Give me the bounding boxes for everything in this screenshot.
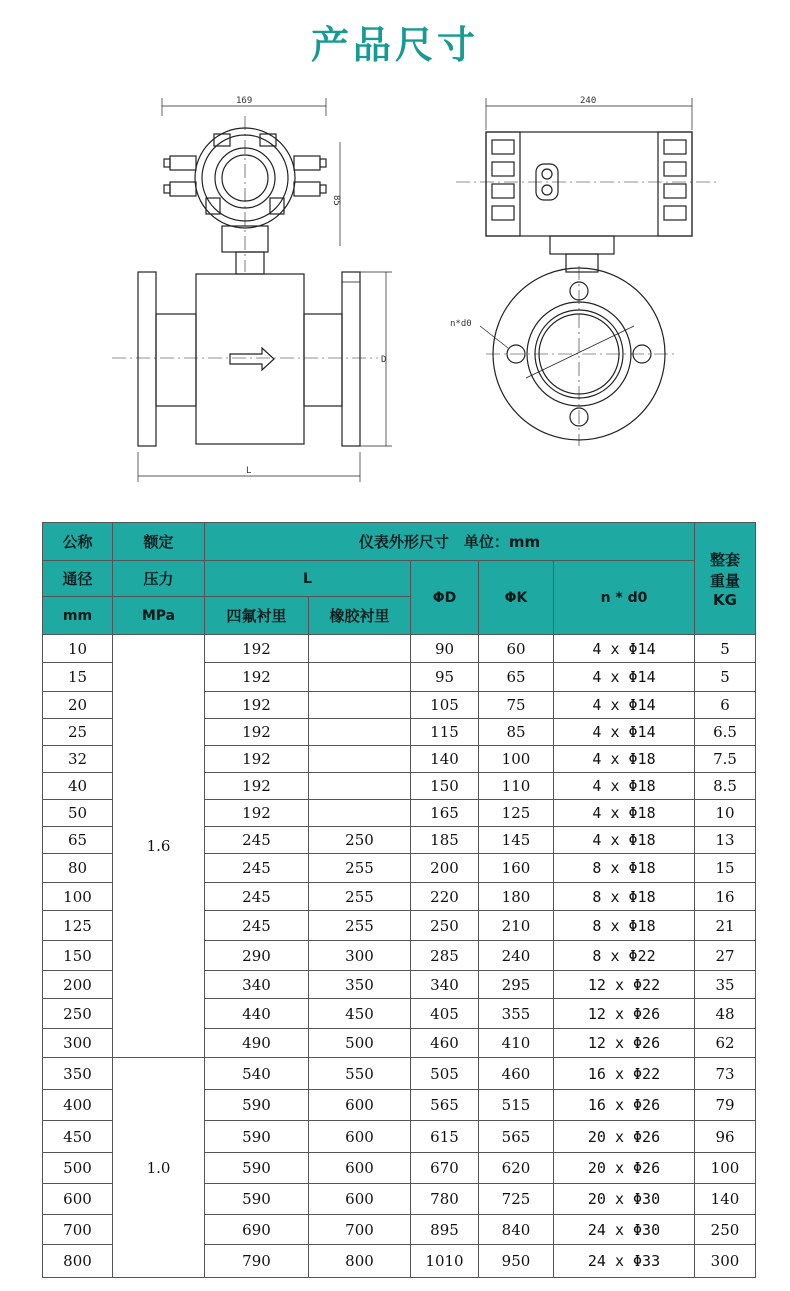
cell-nd0: 12 x Φ26 xyxy=(554,999,695,1029)
cell-weight: 16 xyxy=(695,883,756,911)
dim-l-label: L xyxy=(246,466,252,476)
cell-d: 285 xyxy=(411,941,479,971)
cell-l-rubber xyxy=(309,719,411,746)
spec-table-body xyxy=(43,635,756,1278)
cell-nd0: 20 x Φ26 xyxy=(554,1121,695,1153)
cell-k: 145 xyxy=(479,827,554,854)
cell-weight: 8.5 xyxy=(695,773,756,800)
cell-dn: 40 xyxy=(43,773,113,800)
cell-nd0: 24 x Φ30 xyxy=(554,1215,695,1245)
cell-nd0: 24 x Φ33 xyxy=(554,1245,695,1278)
header-nominal-1: 公称 xyxy=(43,523,113,561)
cell-k: 620 xyxy=(479,1153,554,1184)
cell-d: 220 xyxy=(411,883,479,911)
cell-weight: 5 xyxy=(695,663,756,692)
cell-weight: 27 xyxy=(695,941,756,971)
cell-l-ptfe: 590 xyxy=(205,1121,309,1153)
header-k: ΦK xyxy=(479,561,554,635)
cell-l-rubber xyxy=(309,663,411,692)
cell-k: 565 xyxy=(479,1121,554,1153)
cell-l-ptfe: 192 xyxy=(205,773,309,800)
cell-l-rubber: 700 xyxy=(309,1215,411,1245)
cell-d: 200 xyxy=(411,854,479,883)
cell-nd0: 4 x Φ18 xyxy=(554,827,695,854)
cell-d: 185 xyxy=(411,827,479,854)
cell-dn: 200 xyxy=(43,971,113,999)
technical-drawing xyxy=(0,86,790,496)
cell-dn: 10 xyxy=(43,635,113,663)
cell-d: 780 xyxy=(411,1184,479,1215)
cell-nd0: 20 x Φ30 xyxy=(554,1184,695,1215)
cell-k: 210 xyxy=(479,911,554,941)
cell-l-ptfe: 192 xyxy=(205,663,309,692)
cell-pressure: 1.6 xyxy=(113,635,205,1058)
cell-l-rubber xyxy=(309,635,411,663)
cell-nd0: 4 x Φ18 xyxy=(554,746,695,773)
cell-l-ptfe: 192 xyxy=(205,635,309,663)
cell-weight: 79 xyxy=(695,1090,756,1121)
cell-weight: 300 xyxy=(695,1245,756,1278)
cell-weight: 15 xyxy=(695,854,756,883)
cell-dn: 20 xyxy=(43,692,113,719)
cell-pressure: 1.0 xyxy=(113,1058,205,1278)
cell-weight: 35 xyxy=(695,971,756,999)
cell-weight: 140 xyxy=(695,1184,756,1215)
cell-l-ptfe: 590 xyxy=(205,1184,309,1215)
cell-dn: 500 xyxy=(43,1153,113,1184)
cell-l-rubber: 600 xyxy=(309,1184,411,1215)
header-d: ΦD xyxy=(411,561,479,635)
cell-nd0: 4 x Φ14 xyxy=(554,719,695,746)
cell-d: 505 xyxy=(411,1058,479,1090)
cell-l-ptfe: 590 xyxy=(205,1090,309,1121)
cell-l-rubber: 255 xyxy=(309,883,411,911)
cell-d: 670 xyxy=(411,1153,479,1184)
table-row xyxy=(43,1058,756,1090)
cell-dn: 800 xyxy=(43,1245,113,1278)
cell-k: 180 xyxy=(479,883,554,911)
cell-weight: 100 xyxy=(695,1153,756,1184)
cell-l-rubber xyxy=(309,692,411,719)
table-row xyxy=(43,635,756,663)
cell-l-rubber: 350 xyxy=(309,971,411,999)
cell-dn: 25 xyxy=(43,719,113,746)
cell-l-ptfe: 192 xyxy=(205,692,309,719)
cell-l-ptfe: 290 xyxy=(205,941,309,971)
header-l: L xyxy=(205,561,411,597)
cell-nd0: 16 x Φ26 xyxy=(554,1090,695,1121)
cell-dn: 50 xyxy=(43,800,113,827)
cell-nd0: 4 x Φ14 xyxy=(554,663,695,692)
cell-d: 115 xyxy=(411,719,479,746)
cell-l-rubber: 600 xyxy=(309,1090,411,1121)
header-dimensions: 仪表外形尺寸 单位：mm xyxy=(205,523,695,561)
cell-weight: 10 xyxy=(695,800,756,827)
cell-dn: 600 xyxy=(43,1184,113,1215)
cell-d: 460 xyxy=(411,1029,479,1058)
cell-l-ptfe: 192 xyxy=(205,746,309,773)
header-weight-3: KG xyxy=(713,590,737,609)
cell-k: 60 xyxy=(479,635,554,663)
header-lining-rubber: 橡胶衬里 xyxy=(309,597,411,635)
cell-nd0: 8 x Φ18 xyxy=(554,883,695,911)
cell-dn: 150 xyxy=(43,941,113,971)
cell-nd0: 8 x Φ18 xyxy=(554,854,695,883)
cell-nd0: 4 x Φ14 xyxy=(554,635,695,663)
cell-l-ptfe: 440 xyxy=(205,999,309,1029)
cell-weight: 48 xyxy=(695,999,756,1029)
cell-l-rubber: 600 xyxy=(309,1153,411,1184)
cell-l-rubber: 250 xyxy=(309,827,411,854)
header-weight-1: 整套 xyxy=(709,550,740,569)
cell-k: 355 xyxy=(479,999,554,1029)
cell-d: 95 xyxy=(411,663,479,692)
cell-k: 160 xyxy=(479,854,554,883)
cell-k: 410 xyxy=(479,1029,554,1058)
cell-k: 125 xyxy=(479,800,554,827)
cell-k: 515 xyxy=(479,1090,554,1121)
cell-weight: 62 xyxy=(695,1029,756,1058)
cell-l-rubber xyxy=(309,773,411,800)
cell-d: 105 xyxy=(411,692,479,719)
cell-k: 65 xyxy=(479,663,554,692)
cell-dn: 300 xyxy=(43,1029,113,1058)
dim-side-width: 240 xyxy=(580,96,597,106)
cell-k: 100 xyxy=(479,746,554,773)
cell-dn: 250 xyxy=(43,999,113,1029)
cell-l-ptfe: 245 xyxy=(205,883,309,911)
dim-front-width: 169 xyxy=(236,96,253,106)
page-title: 产品尺寸 xyxy=(310,23,479,67)
cell-k: 110 xyxy=(479,773,554,800)
cell-weight: 21 xyxy=(695,911,756,941)
cell-weight: 13 xyxy=(695,827,756,854)
cell-d: 615 xyxy=(411,1121,479,1153)
cell-dn: 65 xyxy=(43,827,113,854)
header-nominal-2: 通径 xyxy=(43,561,113,597)
cell-k: 85 xyxy=(479,719,554,746)
cell-l-ptfe: 790 xyxy=(205,1245,309,1278)
cell-weight: 6 xyxy=(695,692,756,719)
cell-k: 295 xyxy=(479,971,554,999)
cell-d: 340 xyxy=(411,971,479,999)
cell-weight: 250 xyxy=(695,1215,756,1245)
cell-l-ptfe: 590 xyxy=(205,1153,309,1184)
cell-l-rubber: 600 xyxy=(309,1121,411,1153)
cell-weight: 73 xyxy=(695,1058,756,1090)
cell-nd0: 12 x Φ26 xyxy=(554,1029,695,1058)
cell-nd0: 20 x Φ26 xyxy=(554,1153,695,1184)
cell-l-rubber xyxy=(309,746,411,773)
dim-d-label: D xyxy=(381,355,387,365)
cell-d: 405 xyxy=(411,999,479,1029)
cell-l-rubber: 300 xyxy=(309,941,411,971)
cell-nd0: 4 x Φ18 xyxy=(554,773,695,800)
cell-weight: 96 xyxy=(695,1121,756,1153)
cell-weight: 6.5 xyxy=(695,719,756,746)
cell-l-rubber: 255 xyxy=(309,911,411,941)
cell-d: 150 xyxy=(411,773,479,800)
header-nd0: n * d0 xyxy=(554,561,695,635)
cell-k: 460 xyxy=(479,1058,554,1090)
cell-l-ptfe: 192 xyxy=(205,800,309,827)
cell-k: 240 xyxy=(479,941,554,971)
cell-d: 165 xyxy=(411,800,479,827)
header-nominal-3: mm xyxy=(43,597,113,635)
cell-l-rubber xyxy=(309,800,411,827)
cell-k: 840 xyxy=(479,1215,554,1245)
cell-d: 895 xyxy=(411,1215,479,1245)
cell-k: 75 xyxy=(479,692,554,719)
cell-dn: 450 xyxy=(43,1121,113,1153)
cell-d: 90 xyxy=(411,635,479,663)
cell-nd0: 16 x Φ22 xyxy=(554,1058,695,1090)
cell-dn: 100 xyxy=(43,883,113,911)
cell-dn: 15 xyxy=(43,663,113,692)
cell-dn: 700 xyxy=(43,1215,113,1245)
cell-l-ptfe: 245 xyxy=(205,827,309,854)
cell-d: 1010 xyxy=(411,1245,479,1278)
cell-nd0: 8 x Φ18 xyxy=(554,911,695,941)
cell-d: 565 xyxy=(411,1090,479,1121)
cell-l-ptfe: 192 xyxy=(205,719,309,746)
cell-dn: 32 xyxy=(43,746,113,773)
cell-d: 250 xyxy=(411,911,479,941)
cell-nd0: 4 x Φ14 xyxy=(554,692,695,719)
cell-dn: 125 xyxy=(43,911,113,941)
cell-l-rubber: 450 xyxy=(309,999,411,1029)
cell-l-rubber: 800 xyxy=(309,1245,411,1278)
cell-dn: 400 xyxy=(43,1090,113,1121)
header-pressure-1: 额定 xyxy=(113,523,205,561)
header-pressure-2: 压力 xyxy=(113,561,205,597)
cell-l-rubber: 550 xyxy=(309,1058,411,1090)
header-lining-ptfe: 四氟衬里 xyxy=(205,597,309,635)
cell-k: 950 xyxy=(479,1245,554,1278)
label-nd0: n*d0 xyxy=(450,319,472,329)
cell-d: 140 xyxy=(411,746,479,773)
spec-table xyxy=(42,522,756,1278)
cell-l-rubber: 500 xyxy=(309,1029,411,1058)
cell-l-ptfe: 490 xyxy=(205,1029,309,1058)
cell-nd0: 4 x Φ18 xyxy=(554,800,695,827)
cell-dn: 80 xyxy=(43,854,113,883)
cell-k: 725 xyxy=(479,1184,554,1215)
cell-l-rubber: 255 xyxy=(309,854,411,883)
header-weight xyxy=(695,523,756,635)
cell-l-ptfe: 690 xyxy=(205,1215,309,1245)
cell-weight: 5 xyxy=(695,635,756,663)
dim-head-height: 85 xyxy=(331,195,341,206)
cell-weight: 7.5 xyxy=(695,746,756,773)
header-weight-2: 重量 xyxy=(709,571,740,590)
cell-l-ptfe: 245 xyxy=(205,911,309,941)
cell-nd0: 8 x Φ22 xyxy=(554,941,695,971)
cell-dn: 350 xyxy=(43,1058,113,1090)
cell-nd0: 12 x Φ22 xyxy=(554,971,695,999)
header-pressure-3: MPa xyxy=(113,597,205,635)
cell-l-ptfe: 540 xyxy=(205,1058,309,1090)
cell-l-ptfe: 245 xyxy=(205,854,309,883)
cell-l-ptfe: 340 xyxy=(205,971,309,999)
